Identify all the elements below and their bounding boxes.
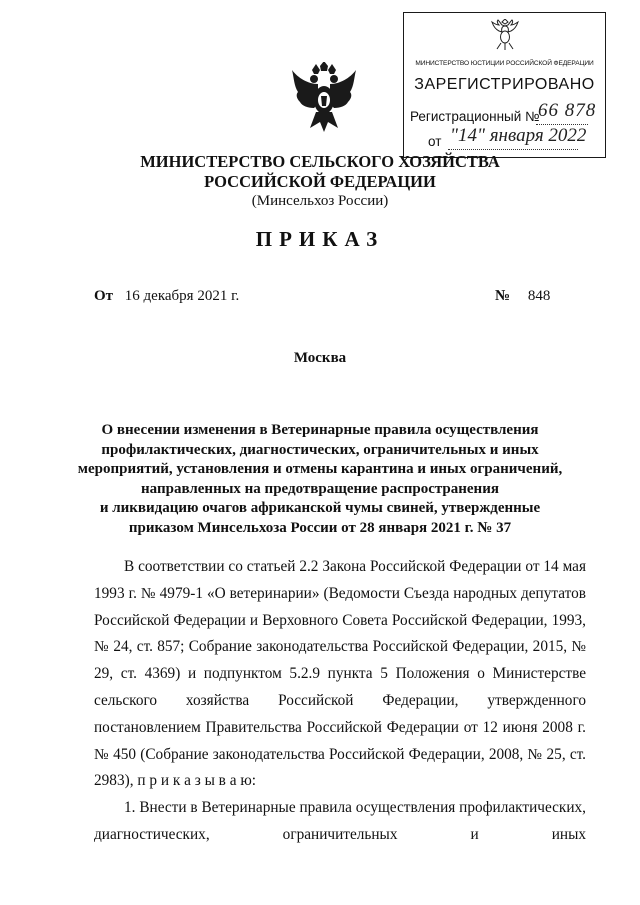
date-prefix: От [94,288,114,304]
city: Москва [293,350,347,366]
subject-line: О внесении изменения в Ветеринарные правила осуществления [101,422,539,438]
document-type: ПРИКАЗ [255,227,385,251]
subject-line: направленных на предотвращение распространения [141,480,499,497]
stamp-date-label: от [428,134,442,149]
number-value: 848 [527,288,551,304]
coat-of-arms-icon [290,62,358,138]
stamp-reg-label: Регистрационный № [410,109,540,124]
date-value: 16 декабря 2021 г. [124,288,240,304]
subject-line: мероприятий, установления и отмены карантина и иных ограничений, [77,461,563,477]
ministry-title [0,152,640,192]
order-number [495,288,550,305]
subject-line: профилактических, диагностических, ограничительных и иных [101,441,539,458]
registration-stamp [403,12,606,158]
stamp-reg-date-underline [448,149,578,150]
order-subject [0,421,640,538]
stamp-ministry: МИНИСТЕРСТВО ЮСТИЦИИ РОССИЙСКОЙ ФЕДЕРАЦИИ [415,60,594,67]
item-1-paragraph: 1. Внести в Ветеринарные правила осуществления профилактических, диагностических, ограничительных и иных [94,799,586,843]
number-prefix: № [495,288,511,304]
stamp-emblem-icon [490,19,520,51]
order-date [94,288,239,305]
subject-line: приказом Минсельхоза России от 28 января 2021 г. № 37 [128,519,512,536]
ministry-short-name: (Минсельхоз России) [251,193,389,209]
stamp-reg-date: "14" января 2022 [450,125,587,146]
stamp-reg-number: 66 878 [538,100,597,121]
subject-line: и ликвидацию очагов африканской чумы свиней, утвержденные [99,500,541,516]
ministry-title-line1: МИНИСТЕРСТВО СЕЛЬСКОГО ХОЗЯЙСТВА [140,152,500,171]
stamp-status: ЗАРЕГИСТРИРОВАНО [414,76,595,93]
ministry-title-line2: РОССИЙСКОЙ ФЕДЕРАЦИИ [204,172,436,191]
preamble-paragraph: В соответствии со статьей 2.2 Закона Российской Федерации от 14 мая 1993 г. № 4979-1 «О ветеринарии» (Ведомости Съезда народных депутатов Российской Федерации и Верховного Совета Российской Федерации, 1993, № 24, ст. 857; Собрание законодательства Российской Федерации, 2015, № 29, ст. 4369) и подпунктом 5.2.9 пункта 5 Положения о Министерстве сельского хозяйства Российской Федерации, утвержденного постановлением Правительства Российской Федерации от 12 июня 2008 г. № 450 (Собрание законодательства Российской Федерации, 2008, № 25, ст. 2983), п р и к а з ы в а ю: [94,558,586,790]
